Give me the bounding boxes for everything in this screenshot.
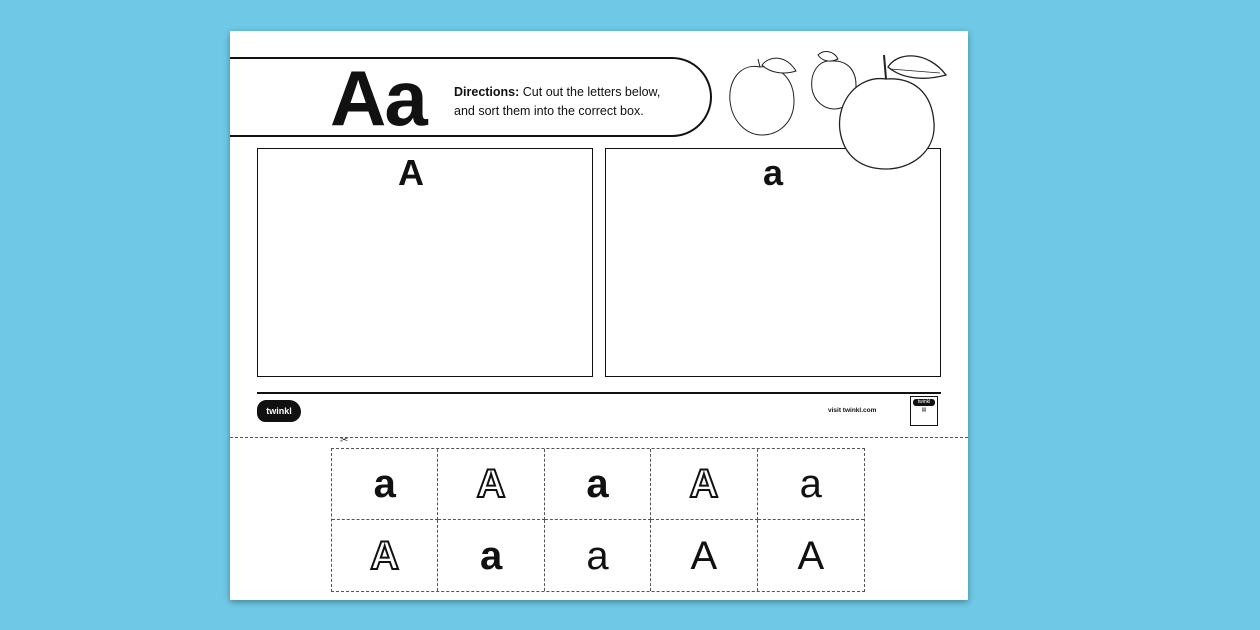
cutout-card[interactable] (651, 520, 757, 591)
lowercase-sort-box (605, 148, 941, 377)
directions-label: Directions: (454, 85, 520, 99)
title-letters: Aa (330, 54, 426, 142)
uppercase-sort-box (257, 148, 593, 377)
apple-icon (812, 52, 856, 109)
cutout-card[interactable] (651, 449, 757, 520)
visit-link-text: visit twinkl.com (828, 407, 877, 414)
cutout-card[interactable] (332, 449, 438, 520)
cutout-letter: a (799, 462, 822, 506)
twinkl-logo-icon: twinkl (257, 400, 301, 422)
uppercase-box-label: A (398, 152, 424, 193)
cutout-card[interactable] (758, 520, 864, 591)
cutout-card[interactable] (332, 520, 438, 591)
cutout-card[interactable] (438, 449, 544, 520)
cutout-letter: A (370, 533, 400, 578)
cutout-card[interactable] (545, 520, 651, 591)
cutout-letter: A (797, 533, 825, 578)
cutout-letter: A (689, 462, 719, 506)
cutout-card[interactable] (545, 449, 651, 520)
badge-logo: twinkl (913, 399, 935, 406)
directions-text (454, 83, 660, 121)
worksheet-page (230, 31, 968, 600)
footer-rule (257, 392, 941, 394)
scissors-icon: ✂ (340, 435, 349, 446)
cutout-card[interactable] (758, 449, 864, 520)
directions-line-2: and sort them into the correct box. (454, 104, 644, 118)
cutout-letter: a (586, 533, 609, 578)
apple-icon (730, 58, 796, 135)
directions-line-1: Cut out the letters below, (522, 85, 661, 99)
quality-badge: twinkl ▤ (910, 396, 938, 426)
cutout-card[interactable] (438, 520, 544, 591)
cutout-letter: a (586, 462, 609, 506)
cutout-letter: A (476, 462, 506, 506)
lowercase-box-label: a (762, 152, 784, 193)
cutout-letter: A (690, 533, 718, 578)
cutout-letter: a (373, 462, 396, 506)
cutout-letter: a (479, 533, 503, 578)
cutout-letter-grid (331, 448, 865, 592)
